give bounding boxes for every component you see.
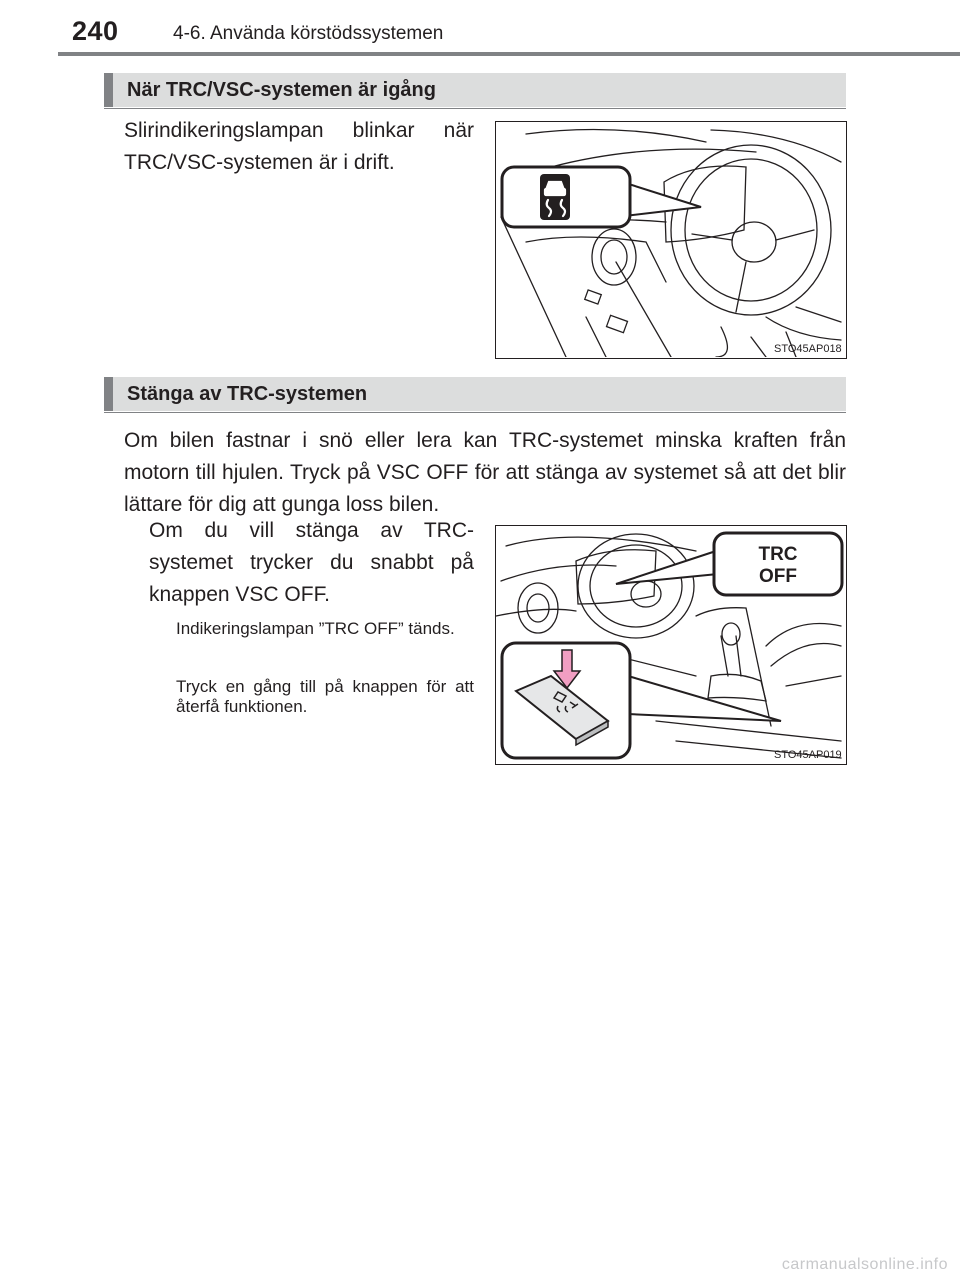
dashboard-illustration — [496, 122, 845, 357]
section2-step: Om du vill stänga av TRC-systemet trycker du snabbt på knappen VSC OFF. — [149, 519, 474, 606]
note-press-again: Tryck en gång till på knappen för att återfå funktionen. — [176, 677, 474, 716]
note-indicator-lights: Indikeringslampan ”TRC OFF” tänds. — [176, 619, 455, 638]
figure-vsc-off-button — [495, 525, 847, 765]
section1-paragraph: Slirindikeringslampan blinkar när TRC/VSC-systemen är i drift. — [124, 119, 474, 174]
header-rule — [58, 52, 960, 56]
section-heading-turn-off-trc: Stänga av TRC-systemen — [104, 377, 846, 411]
callout-trc: TRC — [758, 544, 798, 565]
callout-off: OFF — [759, 566, 797, 587]
page-number: 240 — [72, 16, 119, 46]
chapter-title: 4-6. Använda körstödssystemen — [173, 23, 444, 44]
watermark: carmanualsonline.info — [781, 1256, 948, 1273]
figure2-code: STO45AP019 — [774, 749, 842, 761]
figure1-code: STO45AP018 — [774, 343, 842, 355]
section2-paragraph: Om bilen fastnar i snö eller lera kan TRC-systemet minska kraften från motorn till hjulen. Tryck på VSC OFF för att stänga av systemet så att det blir lättare för dig att gunga loss bilen. — [124, 429, 846, 516]
console-illustration — [496, 526, 845, 763]
figure-dashboard-slip-indicator — [495, 121, 847, 359]
section-heading-trc-vsc-active: När TRC/VSC-systemen är igång — [104, 73, 846, 107]
